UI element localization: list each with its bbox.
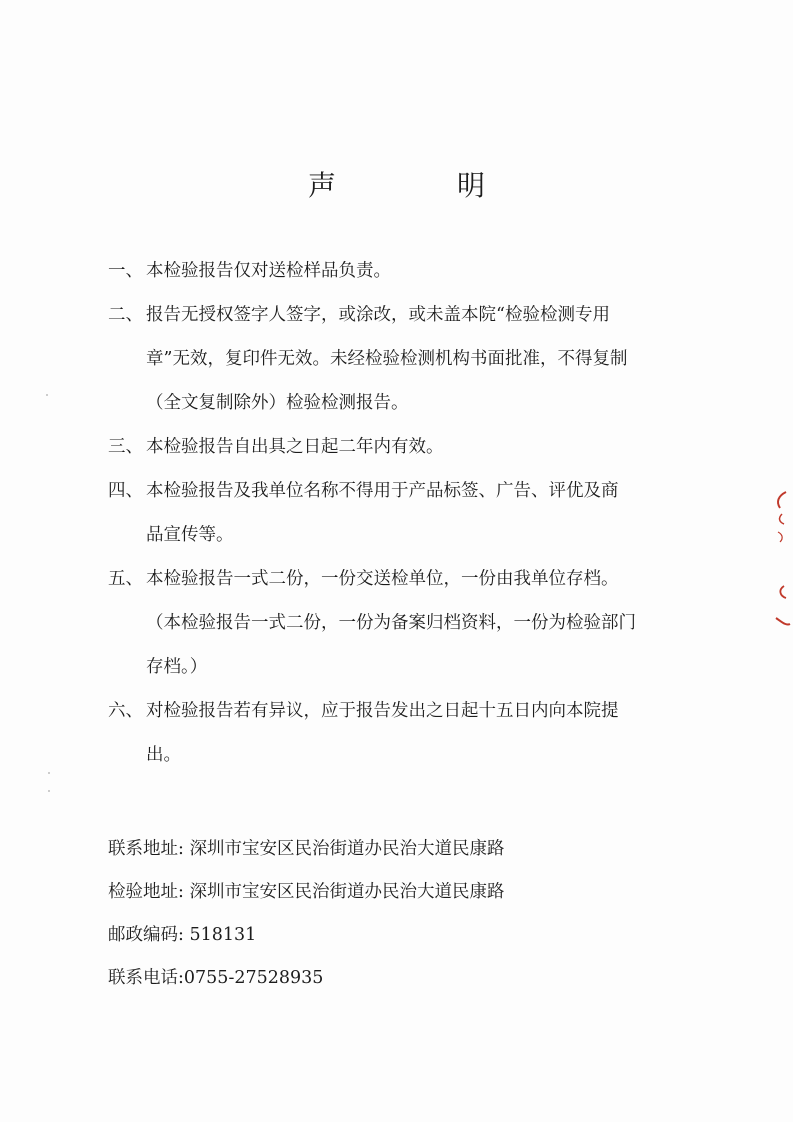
declaration-item-2 <box>108 298 708 420</box>
contact-address-value: 深圳市宝安区民治街道办民治大道民康路 <box>189 839 505 859</box>
postal-code-value: 518131 <box>189 925 257 945</box>
item-line: （本检验报告一式二份，一份为备案归档资料，一份为检验部门 <box>146 613 636 633</box>
item-line: 出。 <box>146 745 181 765</box>
scan-speck <box>48 790 50 792</box>
item-line: 本检验报告仅对送检样品负责。 <box>146 261 391 281</box>
item-number: 一、 <box>108 261 143 281</box>
item-line: 本检验报告自出具之日起二年内有效。 <box>146 437 444 457</box>
item-line: 报告无授权签字人签字，或涂改，或未盖本院“检验检测专用 <box>146 305 610 325</box>
item-text <box>108 254 708 288</box>
declaration-item-1 <box>108 254 708 288</box>
declaration-item-3 <box>108 430 708 464</box>
item-number: 二、 <box>108 305 143 325</box>
phone-row <box>108 967 504 989</box>
item-line: （全文复制除外）检验检测报告。 <box>146 393 409 413</box>
declaration-item-4 <box>108 474 708 552</box>
item-text <box>108 298 708 420</box>
phone-label: 联系电话: <box>108 968 184 988</box>
item-number: 三、 <box>108 437 143 457</box>
inspection-address-value: 深圳市宝安区民治街道办民治大道民康路 <box>189 882 505 902</box>
declaration-item-5 <box>108 562 708 684</box>
item-line: 存档。） <box>146 657 208 677</box>
item-number: 四、 <box>108 481 143 501</box>
item-line: 本检验报告及我单位名称不得用于产品标签、广告、评优及商 <box>146 481 619 501</box>
seal-stamp-edge <box>770 488 792 638</box>
declaration-list <box>108 254 708 782</box>
contact-info <box>108 838 504 1010</box>
inspection-address-row <box>108 881 504 903</box>
item-line: 品宣传等。 <box>146 525 234 545</box>
item-text <box>108 430 708 464</box>
item-text <box>108 474 708 552</box>
item-text <box>108 694 708 772</box>
scan-speck <box>46 394 48 396</box>
item-line: 章”无效，复印件无效。未经检验检测机构书面批准，不得复制 <box>146 349 628 369</box>
item-line: 本检验报告一式二份，一份交送检单位，一份由我单位存档。 <box>146 569 619 589</box>
contact-address-label: 联系地址: <box>108 839 184 859</box>
page-title: 声 明 <box>308 169 541 202</box>
item-number: 六、 <box>108 701 143 721</box>
postal-code-label: 邮政编码: <box>108 925 184 945</box>
contact-address-row <box>108 838 504 860</box>
item-number: 五、 <box>108 569 143 589</box>
item-text <box>108 562 708 684</box>
postal-code-row <box>108 924 504 946</box>
inspection-address-label: 检验地址: <box>108 882 184 902</box>
scan-speck <box>48 772 50 774</box>
item-line: 对检验报告若有异议，应于报告发出之日起十五日内向本院提 <box>146 701 619 721</box>
phone-value: 0755-27528935 <box>183 968 324 988</box>
declaration-item-6 <box>108 694 708 772</box>
